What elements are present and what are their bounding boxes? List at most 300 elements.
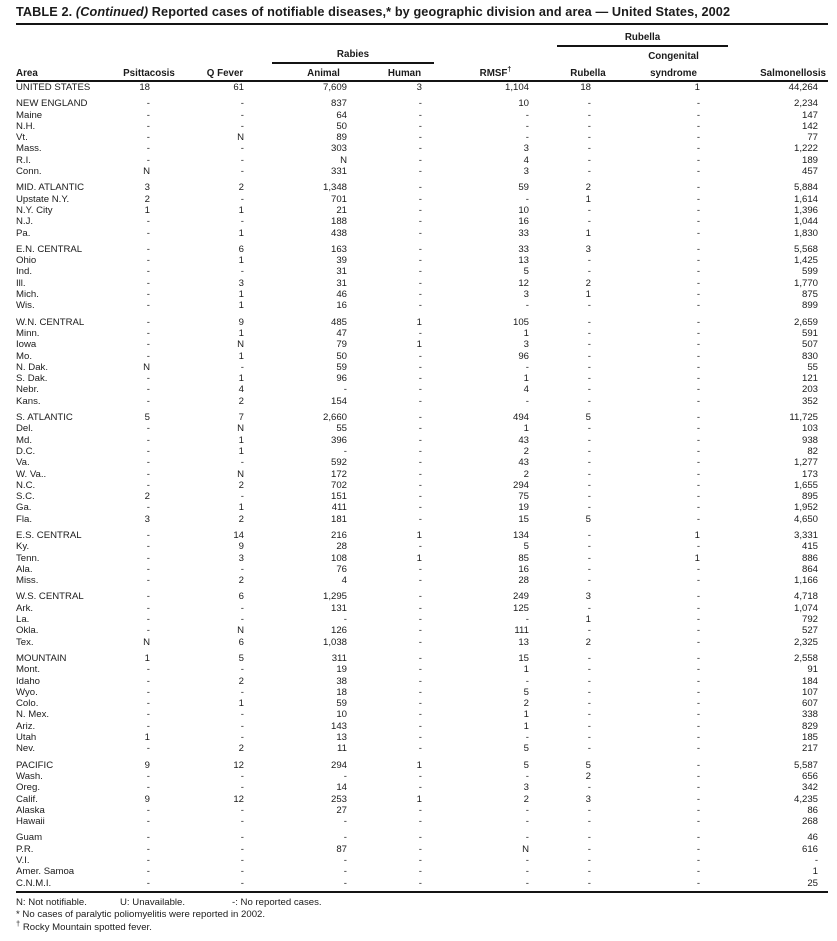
value-cell: 1,396 [794,204,819,216]
value-cell: 75 [518,491,529,503]
value-cell: - [418,373,422,385]
value-cell: - [587,384,591,396]
value-cell: - [696,759,701,771]
value-cell: 886 [802,552,819,564]
value-cell: 14 [233,529,244,541]
value-cell: 1,074 [794,602,819,614]
value-cell: - [525,193,529,205]
value-cell: 438 [330,227,347,239]
area-row [16,469,828,480]
area-cell: Md. [16,434,32,446]
value-cell: 2,234 [794,98,819,110]
value-cell: 46 [336,289,347,301]
value-cell: - [240,491,244,503]
value-cell: - [696,255,701,267]
value-cell: - [587,316,591,328]
value-cell: 591 [802,327,819,339]
value-cell: 3 [523,143,529,155]
value-cell: - [146,686,150,698]
area-cell: Mo. [16,350,32,362]
value-cell: - [525,877,529,889]
value-cell: - [587,300,591,312]
value-cell: 864 [802,563,819,575]
table-body [16,81,828,889]
value-cell: - [418,255,422,267]
area-row [16,541,828,552]
value-cell: - [240,816,244,828]
value-cell: - [146,866,150,878]
value-cell: 1 [238,445,244,457]
value-cell: - [146,143,150,155]
value-cell: 342 [802,782,819,794]
value-cell: - [418,132,422,144]
value-cell: 4 [523,154,529,166]
area-cell: UNITED STATES [16,82,91,93]
value-cell: 107 [802,686,819,698]
value-cell: - [240,720,244,732]
value-cell: 1,295 [322,591,347,603]
value-cell: N [143,636,150,648]
area-cell: Wyo. [16,686,38,698]
header-rabies-human: Human [375,63,434,81]
value-cell: 12 [233,759,244,771]
value-cell: 18 [580,82,591,93]
division-row [16,827,828,843]
value-cell: - [418,143,422,155]
division-row [16,312,828,328]
value-cell: - [146,614,150,626]
value-cell: 64 [336,109,347,121]
value-cell: - [146,529,150,541]
value-cell: - [696,412,701,424]
area-cell: Pa. [16,227,31,239]
value-cell: 1 [694,82,701,93]
value-cell: 3 [585,243,591,255]
value-cell: - [146,457,150,469]
value-cell: - [696,866,701,878]
value-cell: 163 [330,243,347,255]
value-cell: 1 [238,300,244,312]
value-cell: 50 [336,120,347,132]
value-cell: 507 [802,339,819,351]
value-cell: - [525,300,529,312]
value-cell: - [146,327,150,339]
value-cell: 1,277 [794,457,819,469]
value-cell: - [814,855,819,866]
value-cell: 1 [238,204,244,216]
value-cell: - [240,143,244,155]
value-cell: - [240,804,244,816]
value-cell: - [418,266,422,278]
value-cell: 28 [336,541,347,553]
value-cell: - [146,563,150,575]
value-cell: - [696,468,701,480]
value-cell: - [146,216,150,228]
value-cell: 415 [802,541,819,553]
value-cell: 9 [238,541,244,553]
area-row [16,328,828,339]
value-cell: 131 [330,602,347,614]
value-cell: 1,770 [794,277,819,289]
value-cell: - [587,502,591,514]
area-row [16,709,828,720]
value-cell: 792 [802,614,819,626]
value-cell: - [418,832,422,844]
area-cell: N.Y. City [16,204,53,216]
value-cell: - [418,491,422,503]
value-cell: - [696,395,701,407]
area-cell: Conn. [16,166,42,178]
value-cell: 43 [518,434,529,446]
area-row [16,664,828,675]
area-row [16,362,828,373]
value-cell: 1 [416,316,422,328]
area-cell: Vt. [16,132,28,144]
value-cell: - [240,602,244,614]
division-row [16,81,828,93]
value-cell: - [587,361,591,373]
value-cell: - [696,602,701,614]
value-cell: - [587,109,591,121]
value-cell: - [418,384,422,396]
value-cell: 19 [518,502,529,514]
value-cell: - [587,98,591,110]
value-cell: - [146,816,150,828]
value-cell: - [696,277,701,289]
value-cell: 1 [523,664,529,676]
area-cell: Maine [16,109,43,121]
value-cell: - [146,316,150,328]
value-cell: 311 [331,652,347,664]
value-cell: 3 [523,289,529,301]
area-cell: Ariz. [16,720,36,732]
area-row [16,300,828,311]
value-cell: 527 [802,625,819,637]
value-cell: 3 [523,339,529,351]
value-cell: 6 [238,591,244,603]
value-cell: 96 [518,350,529,362]
value-cell: - [146,843,150,855]
value-cell: 87 [336,843,347,855]
value-cell: - [146,277,150,289]
value-cell: 1 [416,759,422,771]
value-cell: - [146,575,150,587]
area-cell: Kans. [16,395,41,407]
area-cell: Colo. [16,698,39,710]
value-cell: 1 [144,652,150,664]
value-cell: - [696,479,701,491]
value-cell: N [237,132,244,144]
area-row [16,435,828,446]
value-cell: 5 [585,513,591,525]
value-cell: 607 [802,698,819,710]
value-cell: 216 [330,529,347,541]
area-cell: Ohio [16,255,37,267]
value-cell: 3 [523,782,529,794]
value-cell: - [696,709,701,721]
value-cell: - [587,782,591,794]
area-row [16,423,828,434]
value-cell: 39 [336,255,347,267]
value-cell: 1 [416,339,422,351]
value-cell: - [146,423,150,435]
value-cell: 7 [238,412,244,424]
header-spacer [16,27,557,46]
value-cell: - [418,513,422,525]
value-cell: - [418,709,422,721]
value-cell: - [418,434,422,446]
value-cell: 61 [233,82,244,93]
value-cell: - [146,109,150,121]
value-cell: - [240,686,244,698]
value-cell: - [418,636,422,648]
value-cell: - [418,154,422,166]
value-cell: - [696,491,701,503]
value-cell: - [696,770,701,782]
value-cell: - [240,193,244,205]
header-rabies-animal: Animal [272,63,375,81]
value-cell: 121 [802,373,819,385]
division-row [16,586,828,602]
value-cell: - [696,732,701,744]
value-cell: 1 [416,529,422,541]
area-cell: Ill. [16,277,26,289]
value-cell: 38 [336,675,347,687]
value-cell: 151 [330,491,347,503]
value-cell: 86 [807,804,819,816]
area-cell: Va. [16,457,30,469]
value-cell: - [587,491,591,503]
value-cell: 5 [523,266,529,278]
value-cell: N [237,339,244,351]
value-cell: 5,587 [794,759,819,771]
value-cell: - [587,698,591,710]
footnote-asterisk-marker: * [16,909,20,921]
value-cell: 12 [518,277,529,289]
value-cell: - [587,732,591,744]
value-cell: - [696,843,701,855]
value-cell: 1 [416,552,422,564]
area-row [16,855,828,866]
value-cell: 142 [802,120,819,132]
value-cell: - [696,457,701,469]
area-cell: Idaho [16,675,41,687]
value-cell: 3 [238,552,244,564]
area-row [16,110,828,121]
value-cell: 184 [802,675,819,687]
area-row [16,564,828,575]
value-cell: 82 [807,445,819,457]
value-cell: 5 [523,759,529,771]
footnote-dagger-text: Rocky Mountain spotted fever. [20,921,152,933]
area-cell: Wash. [16,770,43,782]
area-row [16,255,828,266]
value-cell: 1 [523,327,529,339]
value-cell: 2 [523,793,529,805]
value-cell: - [587,339,591,351]
area-row [16,771,828,782]
area-cell: R.I. [16,154,31,166]
area-row [16,155,828,166]
value-cell: - [418,395,422,407]
value-cell: 899 [802,300,819,312]
value-cell: - [587,350,591,362]
value-cell: - [418,502,422,514]
area-row [16,228,828,239]
value-cell: 5 [523,686,529,698]
footnote-dagger [16,918,828,935]
value-cell: - [418,204,422,216]
value-cell: 2 [144,193,150,205]
value-cell: - [696,816,701,828]
value-cell: 1 [585,614,591,626]
value-cell: - [418,602,422,614]
value-cell: - [525,832,529,844]
value-cell: 89 [336,132,347,144]
value-cell: - [587,457,591,469]
value-cell: N [237,625,244,637]
value-cell: - [587,255,591,267]
value-cell: - [418,625,422,637]
value-cell: 3 [416,82,422,93]
value-cell: - [146,698,150,710]
area-row [16,351,828,362]
value-cell: - [418,563,422,575]
value-cell: - [696,182,701,194]
value-cell: 1 [694,529,701,541]
value-cell: - [587,327,591,339]
header-rmsf-label: RMSF [479,68,508,79]
value-cell: - [587,204,591,216]
footnotes [16,893,828,935]
value-cell: 837 [330,98,347,110]
value-cell: 3 [144,513,150,525]
area-row [16,194,828,205]
value-cell: 303 [330,143,347,155]
value-cell: 5 [523,743,529,755]
value-cell: - [418,479,422,491]
area-row [16,216,828,227]
value-cell: 76 [336,563,347,575]
value-cell: - [418,120,422,132]
value-cell: - [587,395,591,407]
value-cell: - [240,770,244,782]
value-cell: 2 [585,770,591,782]
value-cell: - [418,782,422,794]
area-row [16,721,828,732]
value-cell: 829 [802,720,819,732]
division-row [16,177,828,193]
value-cell: - [418,675,422,687]
value-cell: - [696,193,701,205]
value-cell: - [587,143,591,155]
value-cell: - [587,541,591,553]
value-cell: 1 [585,193,591,205]
value-cell: - [240,614,244,626]
value-cell: 1,952 [794,502,819,514]
value-cell: - [418,866,422,878]
value-cell: - [587,423,591,435]
value-cell: 485 [330,316,347,328]
value-cell: - [418,361,422,373]
value-cell: - [146,552,150,564]
area-row [16,866,828,877]
value-cell: - [696,720,701,732]
value-cell: 1 [812,866,819,878]
header-rmsf-dagger: † [507,66,512,74]
value-cell: - [240,732,244,744]
value-cell: 7,609 [322,82,347,93]
value-cell: 396 [330,434,347,446]
value-cell: - [418,412,422,424]
value-cell: 4 [523,384,529,396]
value-cell: - [418,243,422,255]
value-cell: 702 [330,479,347,491]
value-cell: - [418,227,422,239]
value-cell: 2 [523,468,529,480]
value-cell: 268 [802,816,819,828]
value-cell: 19 [336,664,347,676]
value-cell: 16 [518,563,529,575]
value-cell: 55 [807,361,819,373]
value-cell: - [418,350,422,362]
value-cell: - [587,216,591,228]
value-cell: - [525,675,529,687]
value-cell: 13 [336,732,347,744]
value-cell: - [146,120,150,132]
division-row [16,648,828,664]
area-row [16,491,828,502]
value-cell: - [418,877,422,889]
footnote-legend-dash: -: No reported cases. [232,896,322,908]
area-row [16,794,828,805]
value-cell: 172 [330,468,347,480]
value-cell: 154 [330,395,347,407]
area-cell: Ala. [16,563,33,575]
value-cell: - [696,855,701,866]
value-cell: 3 [585,591,591,603]
value-cell: 6 [238,636,244,648]
value-cell: 2 [585,277,591,289]
value-cell: - [418,300,422,312]
area-cell: Wis. [16,300,35,312]
area-row [16,339,828,350]
value-cell: - [343,832,347,844]
value-cell: 21 [336,204,347,216]
value-cell: - [146,675,150,687]
value-cell: 1,830 [794,227,819,239]
value-cell: 592 [330,457,347,469]
value-cell: - [418,166,422,178]
area-cell: S. ATLANTIC [16,412,73,424]
value-cell: - [343,770,347,782]
table-title-prefix: TABLE 2. [16,5,76,19]
value-cell: - [146,395,150,407]
value-cell: - [587,720,591,732]
value-cell: - [240,98,244,110]
area-cell: PACIFIC [16,759,54,771]
value-cell: 18 [336,686,347,698]
value-cell: 4,235 [794,793,819,805]
value-cell: - [587,743,591,755]
value-cell: - [696,132,701,144]
value-cell: 938 [802,434,819,446]
value-cell: 616 [802,843,819,855]
value-cell: - [418,732,422,744]
area-cell: Miss. [16,575,39,587]
value-cell: N [143,361,150,373]
value-cell: - [587,709,591,721]
